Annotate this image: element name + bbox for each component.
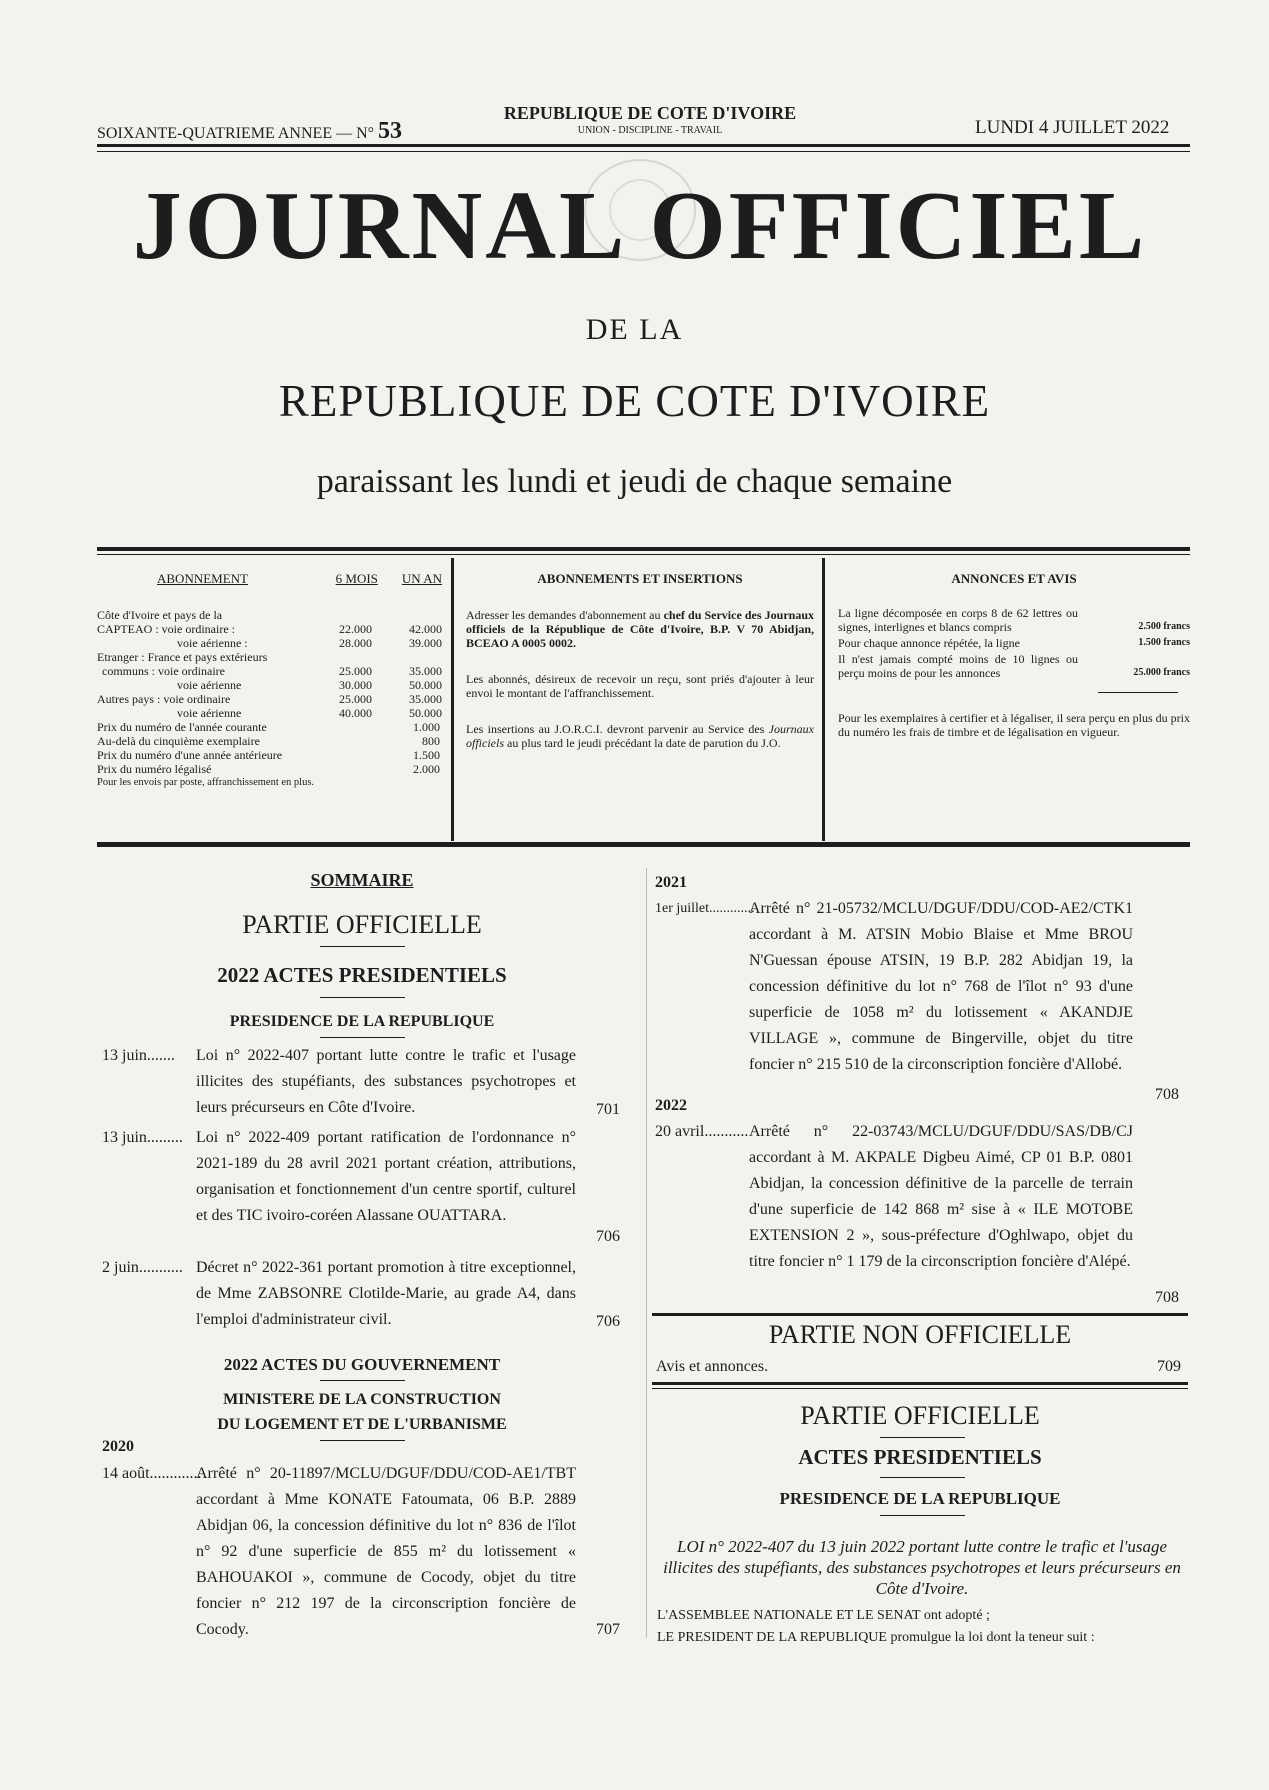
abonnement-row-label: Côte d'Ivoire et pays de la — [97, 608, 223, 622]
abonnement-row-6mois — [332, 608, 372, 622]
presidential-entry — [102, 1125, 632, 1250]
entry-2020-date: 14 août............. — [102, 1465, 202, 1482]
abonnement-row-1an: 35.000 — [409, 692, 442, 706]
presidential-entry — [102, 1043, 632, 1123]
insertions-p1 — [466, 608, 814, 650]
abonnement-single-price: 1.500 — [413, 748, 440, 762]
year-2021: 2021 — [655, 874, 687, 891]
abonnement-row-6mois: 25.000 — [339, 664, 372, 678]
annonces-title: ANNONCES ET AVIS — [951, 571, 1077, 586]
presidential-entry — [102, 1255, 632, 1335]
sommaire-presidence: PRESIDENCE DE LA REPUBLIQUE — [229, 1013, 495, 1030]
abonnement-single-price: 1.000 — [413, 720, 440, 734]
annonces-note: Pour les exemplaires à certifier et à légaliser, il sera perçu en plus du prix du numéro les frais de timbre et de légalisation en vigueur. — [838, 711, 1190, 739]
insertions-title: ABONNEMENTS ET INSERTIONS — [537, 571, 743, 586]
body-promulgue: LE PRESIDENT DE LA REPUBLIQUE promulgue la loi dont la teneur suit : — [657, 1630, 1095, 1645]
abonnement-row-1an: 39.000 — [409, 636, 442, 650]
entry-2021-text: Arrêté n° 21-05732/MCLU/DGUF/DDU/COD-AE2/CTK1 accordant à M. ATSIN Mobio Blaise et Mme BROU N'Guessan épouse ATSIN, 19 B.P. 282 Abidjan 19, la concession définitive du lot n° 768 de l'îlot n° 93 d'une superficie de 1058 m² du lotissement « AKANDJE VILLAGE », commune de Bingerville, objet du titre foncier n° 215 510 de la circonscription foncière d'Allobé. — [749, 900, 1133, 1073]
republic-name: REPUBLIQUE DE COTE D'IVOIRE — [503, 103, 797, 123]
entry-2021-page: 708 — [1155, 1086, 1179, 1103]
abonnement-row-1an: 42.000 — [409, 622, 442, 636]
annonce-line-price: 2.500 francs — [1138, 621, 1190, 632]
insertions-p3-em: Journaux officiels — [466, 722, 814, 750]
sommaire-rule-5 — [320, 1440, 405, 1441]
sommaire-ministere-1: MINISTERE DE LA CONSTRUCTION — [223, 1391, 501, 1408]
sommaire-partie-officielle: PARTIE OFFICIELLE — [242, 910, 482, 939]
abonnement-row — [97, 706, 442, 720]
sommaire-actes-pres: 2022 ACTES PRESIDENTIELS — [217, 963, 507, 987]
abonnement-row-1an: 50.000 — [409, 678, 442, 692]
header-rule-thick — [97, 144, 1190, 147]
presidential-entry-text: Décret n° 2022-361 portant promotion à titre exceptionnel, de Mme ZABSONRE Clotilde-Marie, au grade A4, dans l'emploi d'administrateur civil. — [196, 1259, 576, 1328]
abonnement-single-row — [97, 748, 442, 762]
abonnement-row-label: CAPTEAO : voie ordinaire : — [97, 622, 235, 636]
year-2020: 2020 — [102, 1438, 134, 1455]
annonce-line — [838, 652, 1190, 680]
masthead-title: JOURNAL OFFICIEL — [132, 172, 1148, 280]
abonnement-row-label: communs : voie ordinaire — [102, 664, 225, 678]
abonnement-row-6mois: 40.000 — [339, 706, 372, 720]
sommaire-title: SOMMAIRE — [310, 870, 414, 890]
partie-non-officielle: PARTIE NON OFFICIELLE — [768, 1320, 1072, 1349]
insertions-p3 — [466, 722, 814, 750]
presidential-entry-page: 706 — [596, 1228, 620, 1245]
abonnement-row — [97, 636, 442, 650]
abonnement-single-row — [97, 762, 442, 776]
annonce-line-text: Il n'est jamais compté moins de 10 lignes ou perçu moins de pour les annonces — [838, 652, 1078, 680]
insertions-block — [466, 572, 814, 750]
abonnement-single-label: Au-delà du cinquième exemplaire — [97, 734, 260, 748]
sommaire-rule-4 — [320, 1380, 405, 1381]
year-text: SOIXANTE-QUATRIEME ANNEE — N° — [97, 125, 375, 142]
abonnement-row-label: voie aérienne — [177, 678, 242, 692]
presidential-entry-page: 701 — [596, 1101, 620, 1118]
abonnement-single-row — [97, 734, 442, 748]
abonnement-row-6mois: 30.000 — [339, 678, 372, 692]
entry-2022 — [655, 1119, 1185, 1309]
column-divider — [646, 868, 647, 1638]
insertions-p1-a: Adresser les demandes d'abonnement au — [466, 608, 661, 622]
abonnement-row-label: Etranger : France et pays extérieurs — [97, 650, 268, 664]
abonnement-single-label: Prix du numéro d'une année antérieure — [97, 748, 283, 762]
annonce-line-price: 1.500 francs — [1138, 637, 1190, 648]
body-presidence: PRESIDENCE DE LA REPUBLIQUE — [779, 1489, 1061, 1508]
loi-title: LOI n° 2022-407 du 13 juin 2022 portant lutte contre le trafic et l'usage illicites des stupéfiants, des substances psychotropes et leurs précurseurs en Côte d'Ivoire. — [663, 1537, 1181, 1598]
abonnement-row-1an: 35.000 — [409, 664, 442, 678]
abonnement-row — [97, 608, 442, 622]
insertions-p1-b: chef du Service des Journaux officiels de la République de Côte d'Ivoire, B.P. V 70 Abidjan, BCEAO A 0005 0002. — [466, 608, 815, 650]
abonnement-row-6mois — [332, 650, 372, 664]
abonnement-row — [97, 678, 442, 692]
sommaire-ministere-2: DU LOGEMENT ET DE L'URBANISME — [217, 1416, 507, 1433]
abonnement-single-price: 2.000 — [413, 762, 440, 776]
sommaire-rule-2 — [320, 997, 405, 998]
annonce-line-price: 25.000 francs — [1133, 667, 1190, 678]
abonnement-row-6mois: 28.000 — [339, 636, 372, 650]
abonnement-row-label: voie aérienne — [177, 706, 242, 720]
masthead-de-la: DE LA — [585, 313, 684, 346]
presidential-entry-date: 2 juin........... — [102, 1259, 183, 1276]
issue-info — [97, 118, 402, 145]
abonnement-row-6mois: 25.000 — [339, 692, 372, 706]
infobox-top-rule — [97, 547, 1190, 551]
annonce-line — [838, 636, 1190, 650]
entry-2020-page: 707 — [596, 1621, 620, 1638]
abonnement-col-title: ABONNEMENT — [157, 571, 248, 586]
body-adopt: L'ASSEMBLEE NATIONALE ET LE SENAT ont adopté ; — [657, 1608, 990, 1623]
motto: UNION - DISCIPLINE - TRAVAIL — [577, 125, 723, 136]
abonnement-table — [97, 572, 442, 790]
abonnement-row-1an: 50.000 — [409, 706, 442, 720]
abonnement-row-1an — [402, 650, 442, 664]
abonnement-row-label: Autres pays : voie ordinaire — [97, 692, 231, 706]
abonnement-rows — [97, 608, 442, 720]
entry-2022-page: 708 — [1155, 1289, 1179, 1306]
annonces-lines — [838, 606, 1190, 680]
entry-2022-date: 20 avril........... — [655, 1123, 749, 1140]
avis-label: Avis et annonces. — [656, 1358, 769, 1375]
annonce-line-text: La ligne décomposée en corps 8 de 62 lettres ou signes, interlignes et blancs compris — [838, 606, 1078, 634]
infobox-bottom-rule — [97, 842, 1190, 847]
entry-2021 — [655, 896, 1185, 1106]
annonces-block — [838, 572, 1190, 739]
body-rule-2 — [880, 1477, 965, 1478]
infobox-divider-1 — [451, 558, 454, 841]
masthead-tagline: paraissant les lundi et jeudi de chaque semaine — [316, 463, 953, 500]
body-partie-officielle: PARTIE OFFICIELLE — [800, 1401, 1040, 1430]
avis-page: 709 — [1157, 1358, 1181, 1375]
sommaire-actes-gouv: 2022 ACTES DU GOUVERNEMENT — [223, 1355, 501, 1374]
republic-header — [470, 103, 830, 136]
abonnement-singles — [97, 720, 442, 776]
abonnement-col-1an: UN AN — [401, 571, 442, 586]
masthead-republique: REPUBLIQUE DE COTE D'IVOIRE — [278, 376, 991, 426]
annonces-separator — [1098, 692, 1178, 693]
sommaire-rule-3 — [320, 1037, 405, 1038]
abonnement-row-label: voie aérienne : — [177, 636, 248, 650]
insertions-p2: Les abonnés, désireux de recevoir un reçu, sont priés d'ajouter à leur envoi le montant de l'affranchissement. — [466, 672, 814, 700]
abonnement-col-6mois: 6 MOIS — [335, 571, 378, 586]
abonnement-row-1an — [402, 608, 442, 622]
abonnement-row — [97, 692, 442, 706]
entry-2021-date: 1er juillet............. — [655, 901, 755, 916]
abonnement-row — [97, 664, 442, 678]
body-rule-3 — [880, 1515, 965, 1516]
entry-2020-text: Arrêté n° 20-11897/MCLU/DGUF/DDU/COD-AE1/TBT accordant à Mme KONATE Fatoumata, 06 B.P. 2889 Abidjan 06, la concession définitive du lot n° 836 de l'îlot n° 92 d'une superficie de 855 m² du lotissement « BAHOUAKOI », commune de Cocody, objet du titre foncier n° 212 197 de la circonscription foncière de Cocody. — [196, 1465, 576, 1638]
presidential-entry-date: 13 juin....... — [102, 1047, 175, 1064]
annonce-line-text: Pour chaque annonce répétée, la ligne — [838, 636, 1020, 650]
abonnement-single-price: 800 — [422, 734, 440, 748]
abonnement-row — [97, 622, 442, 636]
presidential-entry-text: Loi n° 2022-409 portant ratification de l'ordonnance n° 2021-189 du 28 avril 2021 portant création, attributions, organisation et fonctionnement d'un centre sportif, culturel et des TIC ivoiro-coréen Alassane OUATTARA. — [196, 1129, 576, 1224]
abonnement-single-row — [97, 720, 442, 734]
abonnement-header — [97, 572, 442, 586]
non-officielle-rule-bottom-thin — [652, 1388, 1188, 1389]
entry-2020 — [102, 1461, 632, 1651]
presidential-entry-date: 13 juin......... — [102, 1129, 183, 1146]
non-officielle-rule-top — [652, 1313, 1188, 1316]
abonnement-note: Pour les envois par poste, affranchissement en plus. — [97, 777, 315, 788]
body-actes-pres: ACTES PRESIDENTIELS — [798, 1445, 1042, 1469]
body-rule-1 — [880, 1437, 965, 1438]
presidential-entry-text: Loi n° 2022-407 portant lutte contre le trafic et l'usage illicites des stupéfiants, des substances psychotropes et leurs précurseurs en Côte d'Ivoire. — [196, 1047, 576, 1116]
year-2022: 2022 — [655, 1097, 687, 1114]
abonnement-single-label: Prix du numéro de l'année courante — [97, 720, 267, 734]
insertions-p3-b: au plus tard le jeudi précédant la date de parution du J.O. — [507, 736, 781, 750]
abonnement-row — [97, 650, 442, 664]
entry-2022-text: Arrêté n° 22-03743/MCLU/DGUF/DDU/SAS/DB/CJ accordant à M. AKPALE Digbeu Aimé, CP 01 B.P. 0801 Abidjan, la concession définitive de la parcelle de terrain d'une superficie de 142 868 m² sise à « ILE MOTOBE EXTENSION 2 », sous-préfecture d'Oghlwapo, objet du titre foncier n° 1 179 de la circonscription foncière d'Alépé. — [749, 1123, 1133, 1270]
sommaire-rule-1 — [320, 946, 405, 947]
abonnement-single-label: Prix du numéro légalisé — [97, 762, 212, 776]
issue-number: 53 — [378, 118, 403, 144]
infobox-top-rule-thin — [97, 554, 1190, 555]
non-officielle-rule-bottom — [652, 1382, 1188, 1385]
infobox-divider-2 — [822, 558, 825, 841]
insertions-p3-a: Les insertions au J.O.R.C.I. devront parvenir au Service des — [466, 722, 765, 736]
abonnement-row-6mois: 22.000 — [339, 622, 372, 636]
issue-date: LUNDI 4 JUILLET 2022 — [975, 117, 1170, 138]
annonce-line — [838, 606, 1190, 634]
presidential-entry-page: 706 — [596, 1313, 620, 1330]
